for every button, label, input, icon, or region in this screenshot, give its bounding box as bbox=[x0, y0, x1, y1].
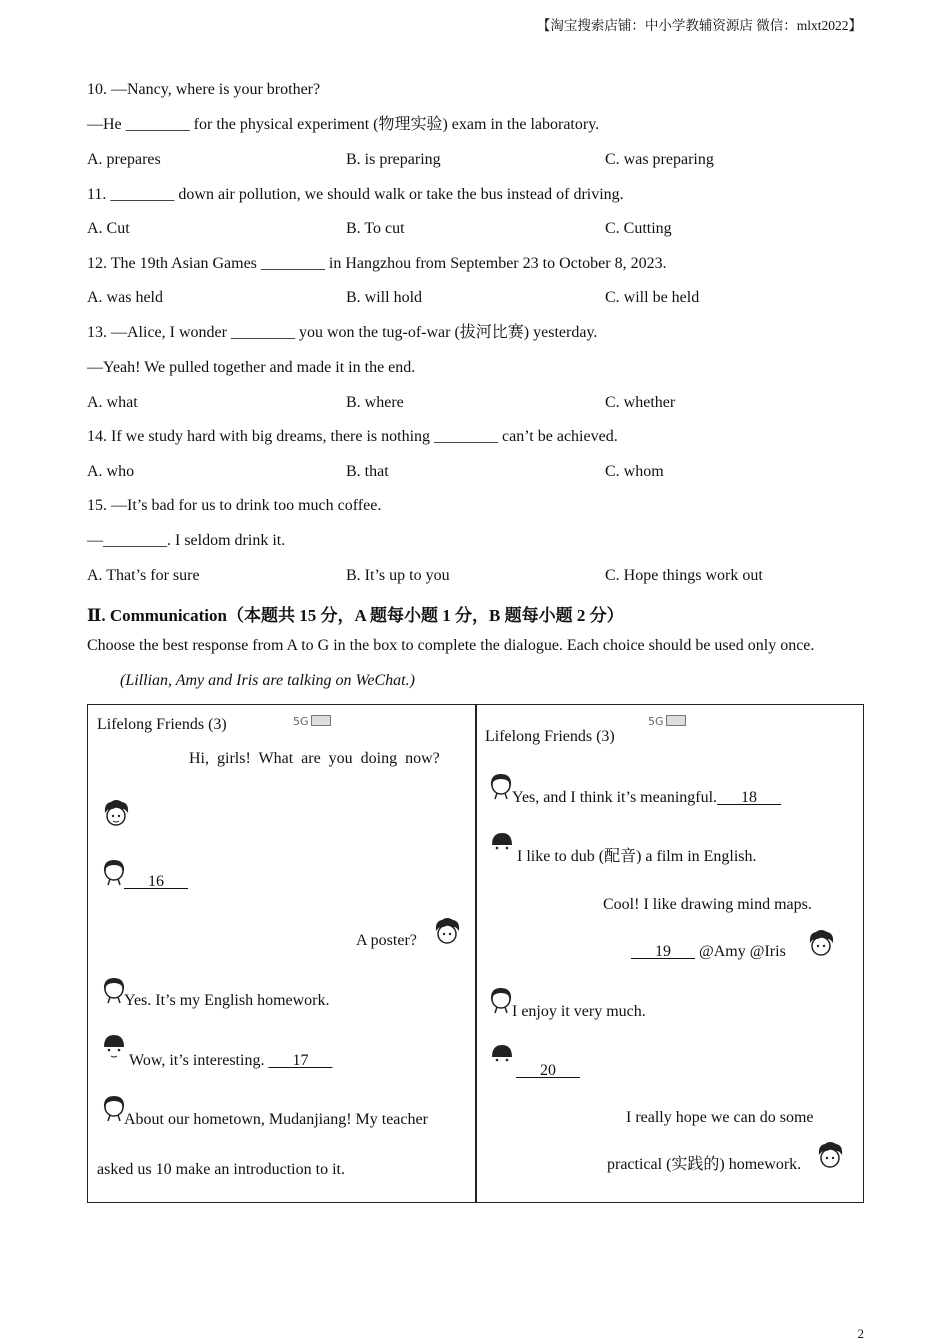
msg-hometown-cont: asked us 10 make an introduction to it. bbox=[97, 1161, 345, 1178]
avatar-curly-hair-icon bbox=[804, 927, 838, 961]
msg-cool: Cool! I like drawing mind maps. bbox=[603, 896, 812, 913]
left-group-title: Lifelong Friends (3) bbox=[97, 716, 227, 733]
q12-option-a: A. was held bbox=[87, 289, 163, 306]
msg-lillian-greeting: Hi, girls! What are you doing now? bbox=[189, 750, 440, 767]
q10-option-a: A. prepares bbox=[87, 151, 161, 168]
q15-option-c: C. Hope things work out bbox=[605, 567, 763, 584]
q14-option-c: C. whom bbox=[605, 463, 664, 480]
q15-option-b: B. It’s up to you bbox=[346, 567, 450, 584]
blank-20 bbox=[516, 1061, 580, 1081]
msg-interesting-text: Wow, it’s interesting. bbox=[129, 1052, 265, 1069]
msg-hope: I really hope we can do some bbox=[626, 1109, 814, 1126]
blank-19-number: 19 bbox=[655, 943, 671, 960]
question-15: 15. —It’s bad for us to drink too much coffee. bbox=[87, 497, 382, 514]
msg-poster: A poster? bbox=[356, 932, 417, 949]
q12-option-c: C. will be held bbox=[605, 289, 700, 306]
msg-enjoy: I enjoy it very much. bbox=[512, 1003, 646, 1020]
column-divider bbox=[475, 705, 477, 1202]
msg-dub: I like to dub (配音) a film in English. bbox=[517, 848, 757, 865]
signal-label: 5G bbox=[293, 715, 309, 728]
avatar-straight-hair-icon bbox=[97, 1031, 131, 1065]
avatar-straight-hair-icon bbox=[485, 829, 519, 863]
question-14: 14. If we study hard with big dreams, there is nothing ________ can’t be achieved. bbox=[87, 428, 618, 445]
question-10: 10. —Nancy, where is your brother? bbox=[87, 81, 321, 98]
blank-19 bbox=[631, 942, 695, 962]
avatar-curly-hair-icon bbox=[430, 915, 464, 949]
blank-17 bbox=[268, 1051, 332, 1071]
q15-option-a: A. That’s for sure bbox=[87, 567, 200, 584]
blank-18-number: 18 bbox=[741, 789, 758, 806]
page-header: 【淘宝搜索店铺：中小学教辅资源店 微信：mlxt2022】 bbox=[536, 18, 862, 33]
q13-option-c: C. whether bbox=[605, 394, 676, 411]
section-2-title: Ⅱ. Communication（本题共 15 分，A 题每小题 1 分，B 题每小题 2 分） bbox=[87, 606, 624, 625]
avatar-straight-hair-icon bbox=[485, 1041, 519, 1075]
left-status-bar bbox=[293, 715, 331, 728]
msg-hometown: About our hometown, Mudanjiang! My teacher bbox=[124, 1111, 428, 1128]
avatar-curly-hair-icon bbox=[813, 1139, 847, 1173]
q13-option-a: A. what bbox=[87, 394, 138, 411]
signal-label: 5G bbox=[648, 715, 664, 728]
question-15-response: —________. I seldom drink it. bbox=[87, 532, 286, 549]
blank-16-number: 16 bbox=[148, 873, 164, 890]
msg-interesting bbox=[129, 1051, 332, 1071]
right-group-title: Lifelong Friends (3) bbox=[485, 728, 615, 745]
question-12: 12. The 19th Asian Games ________ in Hangzhou from September 23 to October 8, 2023. bbox=[87, 255, 667, 272]
msg-meaningful bbox=[512, 788, 781, 808]
battery-icon bbox=[666, 715, 686, 726]
blank-18 bbox=[717, 788, 781, 808]
q10-option-c: C. was preparing bbox=[605, 151, 714, 168]
q10-option-b: B. is preparing bbox=[346, 151, 441, 168]
q11-option-a: A. Cut bbox=[87, 220, 130, 237]
q14-option-b: B. that bbox=[346, 463, 389, 480]
q14-option-a: A. who bbox=[87, 463, 135, 480]
section-2-instruction: Choose the best response from A to G in the box to complete the dialogue. Each choice should be used only once. bbox=[87, 637, 815, 654]
question-11: 11. ________ down air pollution, we should walk or take the bus instead of driving. bbox=[87, 186, 624, 203]
blank-16 bbox=[124, 872, 188, 892]
msg-meaningful-text: Yes, and I think it’s meaningful. bbox=[512, 789, 718, 806]
page-number: 2 bbox=[857, 1326, 864, 1341]
dialogue-scene bbox=[120, 672, 415, 690]
question-13: 13. —Alice, I wonder ________ you won the tug-of-war (拔河比赛) yesterday. bbox=[87, 324, 598, 341]
battery-icon bbox=[311, 715, 331, 726]
blank-17-number: 17 bbox=[292, 1052, 309, 1069]
q11-option-c: C. Cutting bbox=[605, 220, 672, 237]
mention-text: @Amy @Iris bbox=[699, 943, 786, 960]
q12-option-b: B. will hold bbox=[346, 289, 423, 306]
blank-20-number: 20 bbox=[540, 1062, 556, 1079]
msg-homework: Yes. It’s my English homework. bbox=[124, 992, 330, 1009]
right-status-bar bbox=[648, 715, 686, 728]
avatar-curly-hair-icon bbox=[99, 797, 133, 831]
msg-hope-cont: practical (实践的) homework. bbox=[607, 1156, 802, 1173]
question-10-response: —He ________ for the physical experiment (物理实验) exam in the laboratory. bbox=[87, 116, 600, 133]
q11-option-b: B. To cut bbox=[346, 220, 405, 237]
chat-dialogue-box bbox=[87, 704, 864, 1203]
question-13-response: —Yeah! We pulled together and made it in the end. bbox=[87, 359, 416, 376]
q13-option-b: B. where bbox=[346, 394, 404, 411]
scene-text: (Lillian, Amy and Iris are talking on WeChat.) bbox=[120, 672, 415, 689]
msg-mention bbox=[631, 942, 786, 962]
